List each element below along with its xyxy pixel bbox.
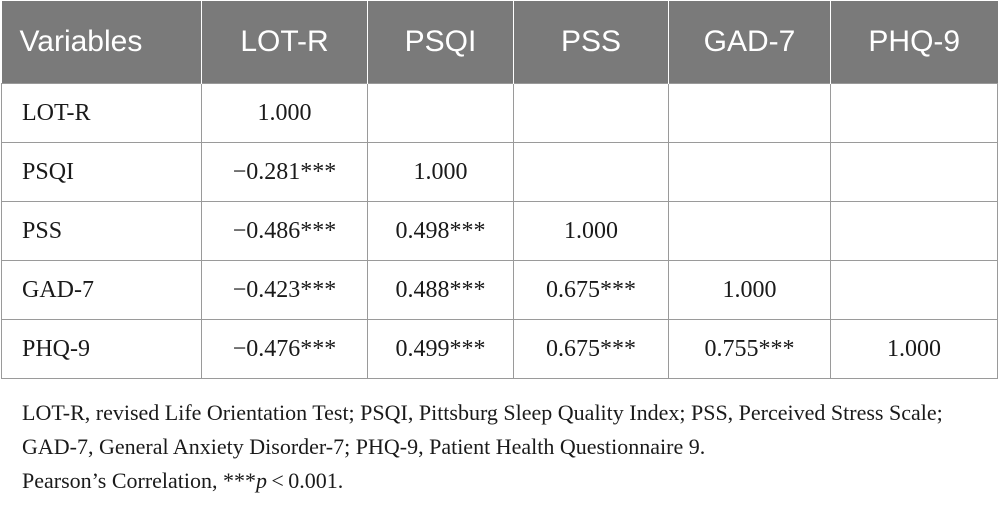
table-cell: −0.476*** (202, 320, 368, 379)
row-label: PSQI (2, 143, 202, 202)
footnote-stat-suffix: < 0.001. (267, 468, 344, 493)
table-cell: 1.000 (514, 202, 669, 261)
table-cell: 1.000 (831, 320, 998, 379)
table-cell (669, 202, 831, 261)
table-footnote (22, 396, 982, 498)
table-cell (669, 143, 831, 202)
footnote-abbreviations: LOT-R, revised Life Orientation Test; PSQI, Pittsburg Sleep Quality Index; PSS, Perceived Stress Scale; GAD-7, General Anxiety Disorder-7; PHQ-9, Patient Health Questionnaire 9. (22, 400, 943, 459)
header-row (2, 1, 998, 84)
table-row (2, 320, 998, 379)
footnote-p-symbol: p (256, 468, 268, 493)
row-label: LOT-R (2, 84, 202, 143)
header-lot-r: LOT-R (202, 1, 368, 84)
table-cell: 0.488*** (368, 261, 514, 320)
table-header (2, 1, 998, 84)
table-cell: −0.281*** (202, 143, 368, 202)
table-cell (514, 143, 669, 202)
footnote-statistics (22, 464, 982, 498)
table-cell (831, 202, 998, 261)
row-label: GAD-7 (2, 261, 202, 320)
table-row (2, 202, 998, 261)
header-psqi: PSQI (368, 1, 514, 84)
table-cell: 0.499*** (368, 320, 514, 379)
table-cell (831, 84, 998, 143)
table-cell: 0.675*** (514, 261, 669, 320)
header-phq-9: PHQ-9 (831, 1, 998, 84)
table-cell (831, 261, 998, 320)
table-cell (514, 84, 669, 143)
row-label: PSS (2, 202, 202, 261)
table-cell (669, 84, 831, 143)
correlation-table (1, 1, 998, 379)
header-pss: PSS (514, 1, 669, 84)
table-cell: −0.486*** (202, 202, 368, 261)
table-cell: −0.423*** (202, 261, 368, 320)
table-cell: 1.000 (368, 143, 514, 202)
table-cell: 0.755*** (669, 320, 831, 379)
footnote-stat-prefix: Pearson’s Correlation, *** (22, 468, 257, 493)
header-variables: Variables (2, 1, 202, 84)
table-row (2, 84, 998, 143)
row-label: PHQ-9 (2, 320, 202, 379)
table-cell: 0.675*** (514, 320, 669, 379)
table-cell: 1.000 (202, 84, 368, 143)
table-cell (831, 143, 998, 202)
table-body (2, 84, 998, 379)
header-gad-7: GAD-7 (669, 1, 831, 84)
table-cell: 1.000 (669, 261, 831, 320)
table-row (2, 143, 998, 202)
table-cell: 0.498*** (368, 202, 514, 261)
table-row (2, 261, 998, 320)
table-cell (368, 84, 514, 143)
